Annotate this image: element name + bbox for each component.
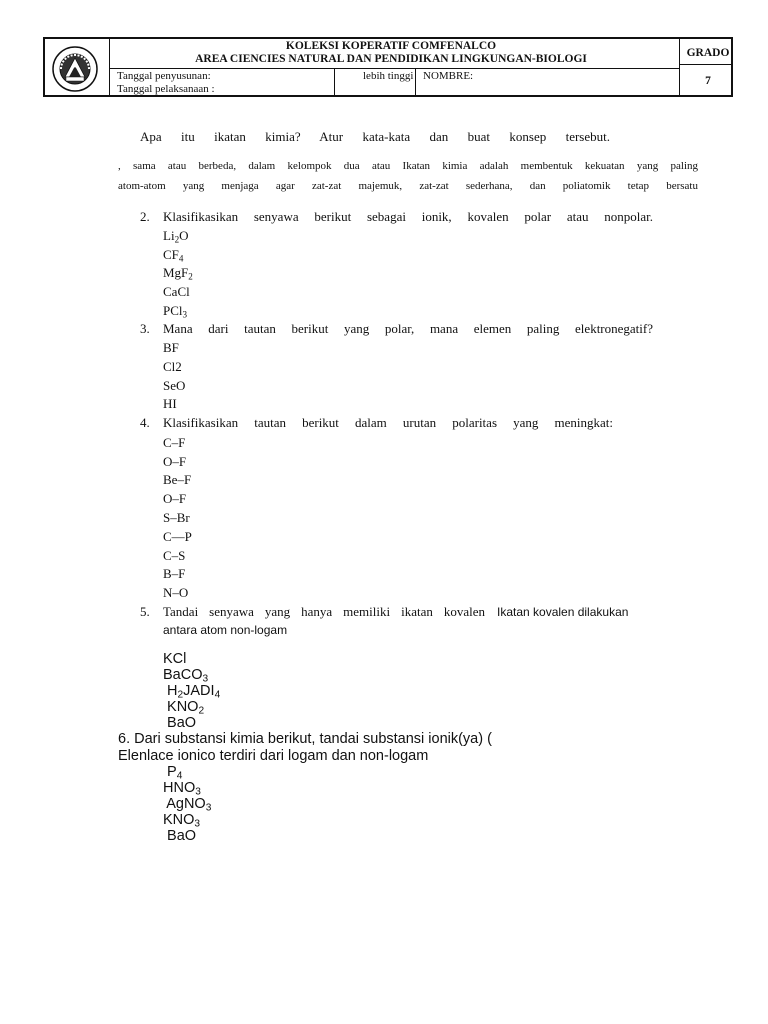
list-item: O–F (163, 454, 187, 469)
list-item: S–Br (163, 510, 190, 525)
list-item: C–S (163, 548, 186, 563)
question-text: Tandai senyawa yang hanya memiliki ikatan kovalen (163, 604, 485, 619)
list-item: PCl$_3$ (163, 303, 188, 320)
question-text: Mana dari tautan berikut yang polar, mana elemen paling elektronegatif? (163, 321, 653, 336)
list-item: C—P (163, 529, 192, 544)
list-item: C–F (163, 435, 186, 450)
question-text: Klasifikasikan tautan berikut dalam urutan polaritas yang meningkat: (163, 415, 613, 430)
list-item: HI (163, 396, 177, 411)
list-item: SeO (163, 378, 186, 393)
list-item: CaCl (163, 284, 190, 299)
list-item: $HNO_3$ (163, 780, 201, 798)
question-number: 2. (140, 209, 150, 224)
list-item: MgF$_2$ (163, 265, 193, 282)
question-1-answer-line2: atom-atom yang menjaga agar zat-zat majemuk, zat-zat sederhana, dan poliatomik tetap bersatu (118, 180, 698, 192)
question-number: 5. (140, 604, 150, 619)
grado-label: GRADO (686, 47, 730, 59)
header-title-line2: AREA CIENCIES NATURAL DAN PENDIDIKAN LINGKUNGAN-BIOLOGI (195, 53, 587, 65)
question-text: Klasifikasikan senyawa berikut sebagai ionik, kovalen polar atau nonpolar. (163, 209, 653, 224)
divider (415, 68, 416, 95)
question-5-note: Ikatan kovalen dilakukan (497, 605, 629, 619)
divider (109, 39, 110, 95)
divider (109, 68, 679, 69)
list-item: $KNO_3$ (163, 812, 201, 830)
list-item: BaO (163, 715, 197, 731)
nombre-field-label: NOMBRE: (423, 70, 474, 82)
list-item: Be–F (163, 472, 192, 487)
list-item: $CF_4$ (163, 247, 184, 264)
list-item: BaCO$_3$ (163, 667, 209, 685)
header-title-line1: KOLEKSI KOPERATIF COMFENALCO (285, 40, 497, 52)
divider (334, 68, 335, 95)
tanggal-penyusunan-label: Tanggal penyusunan: (117, 70, 211, 82)
list-item: KCl (163, 651, 187, 667)
list-item: $P_4$ (163, 764, 183, 782)
list-item: BF (163, 340, 179, 355)
list-item: Cl2 (163, 359, 182, 374)
list-item: $KNO_2$ (163, 699, 205, 717)
list-item: O–F (163, 491, 187, 506)
divider (679, 39, 680, 95)
list-item: $H_2JADI_4$ (163, 683, 221, 701)
tanggal-pelaksanaan-label: Tanggal pelaksanaan : (117, 83, 215, 95)
list-item: AgNO$_3$ (163, 796, 212, 814)
grado-value: 7 (705, 75, 711, 87)
question-5-note-line2: antara atom non-logam (163, 623, 288, 637)
question-6-text: 6. Dari substansi kimia berikut, tandai substansi ionik(ya) ( (118, 731, 492, 747)
question-1-answer-line1: , sama atau berbeda, dalam kelompok dua atau Ikatan kimia adalah membentuk kekuatan yang paling (118, 160, 698, 172)
list-item: BaO (163, 828, 197, 844)
list-item: $Li_2O$ (163, 228, 189, 245)
question-1-text: Apa itu ikatan kimia? Atur kata-kata dan buat konsep tersebut. (140, 129, 610, 144)
lebih-tinggi-label: lebih tinggi (363, 70, 414, 82)
question-number: 3. (140, 321, 150, 336)
list-item: B–F (163, 566, 186, 581)
question-6-note: Elenlace ionico terdiri dari logam dan non-logam (118, 748, 429, 764)
school-seal-logo (52, 46, 98, 92)
list-item: N–O (163, 585, 189, 600)
header-table (43, 37, 733, 97)
question-number: 4. (140, 415, 150, 430)
divider (679, 64, 733, 65)
